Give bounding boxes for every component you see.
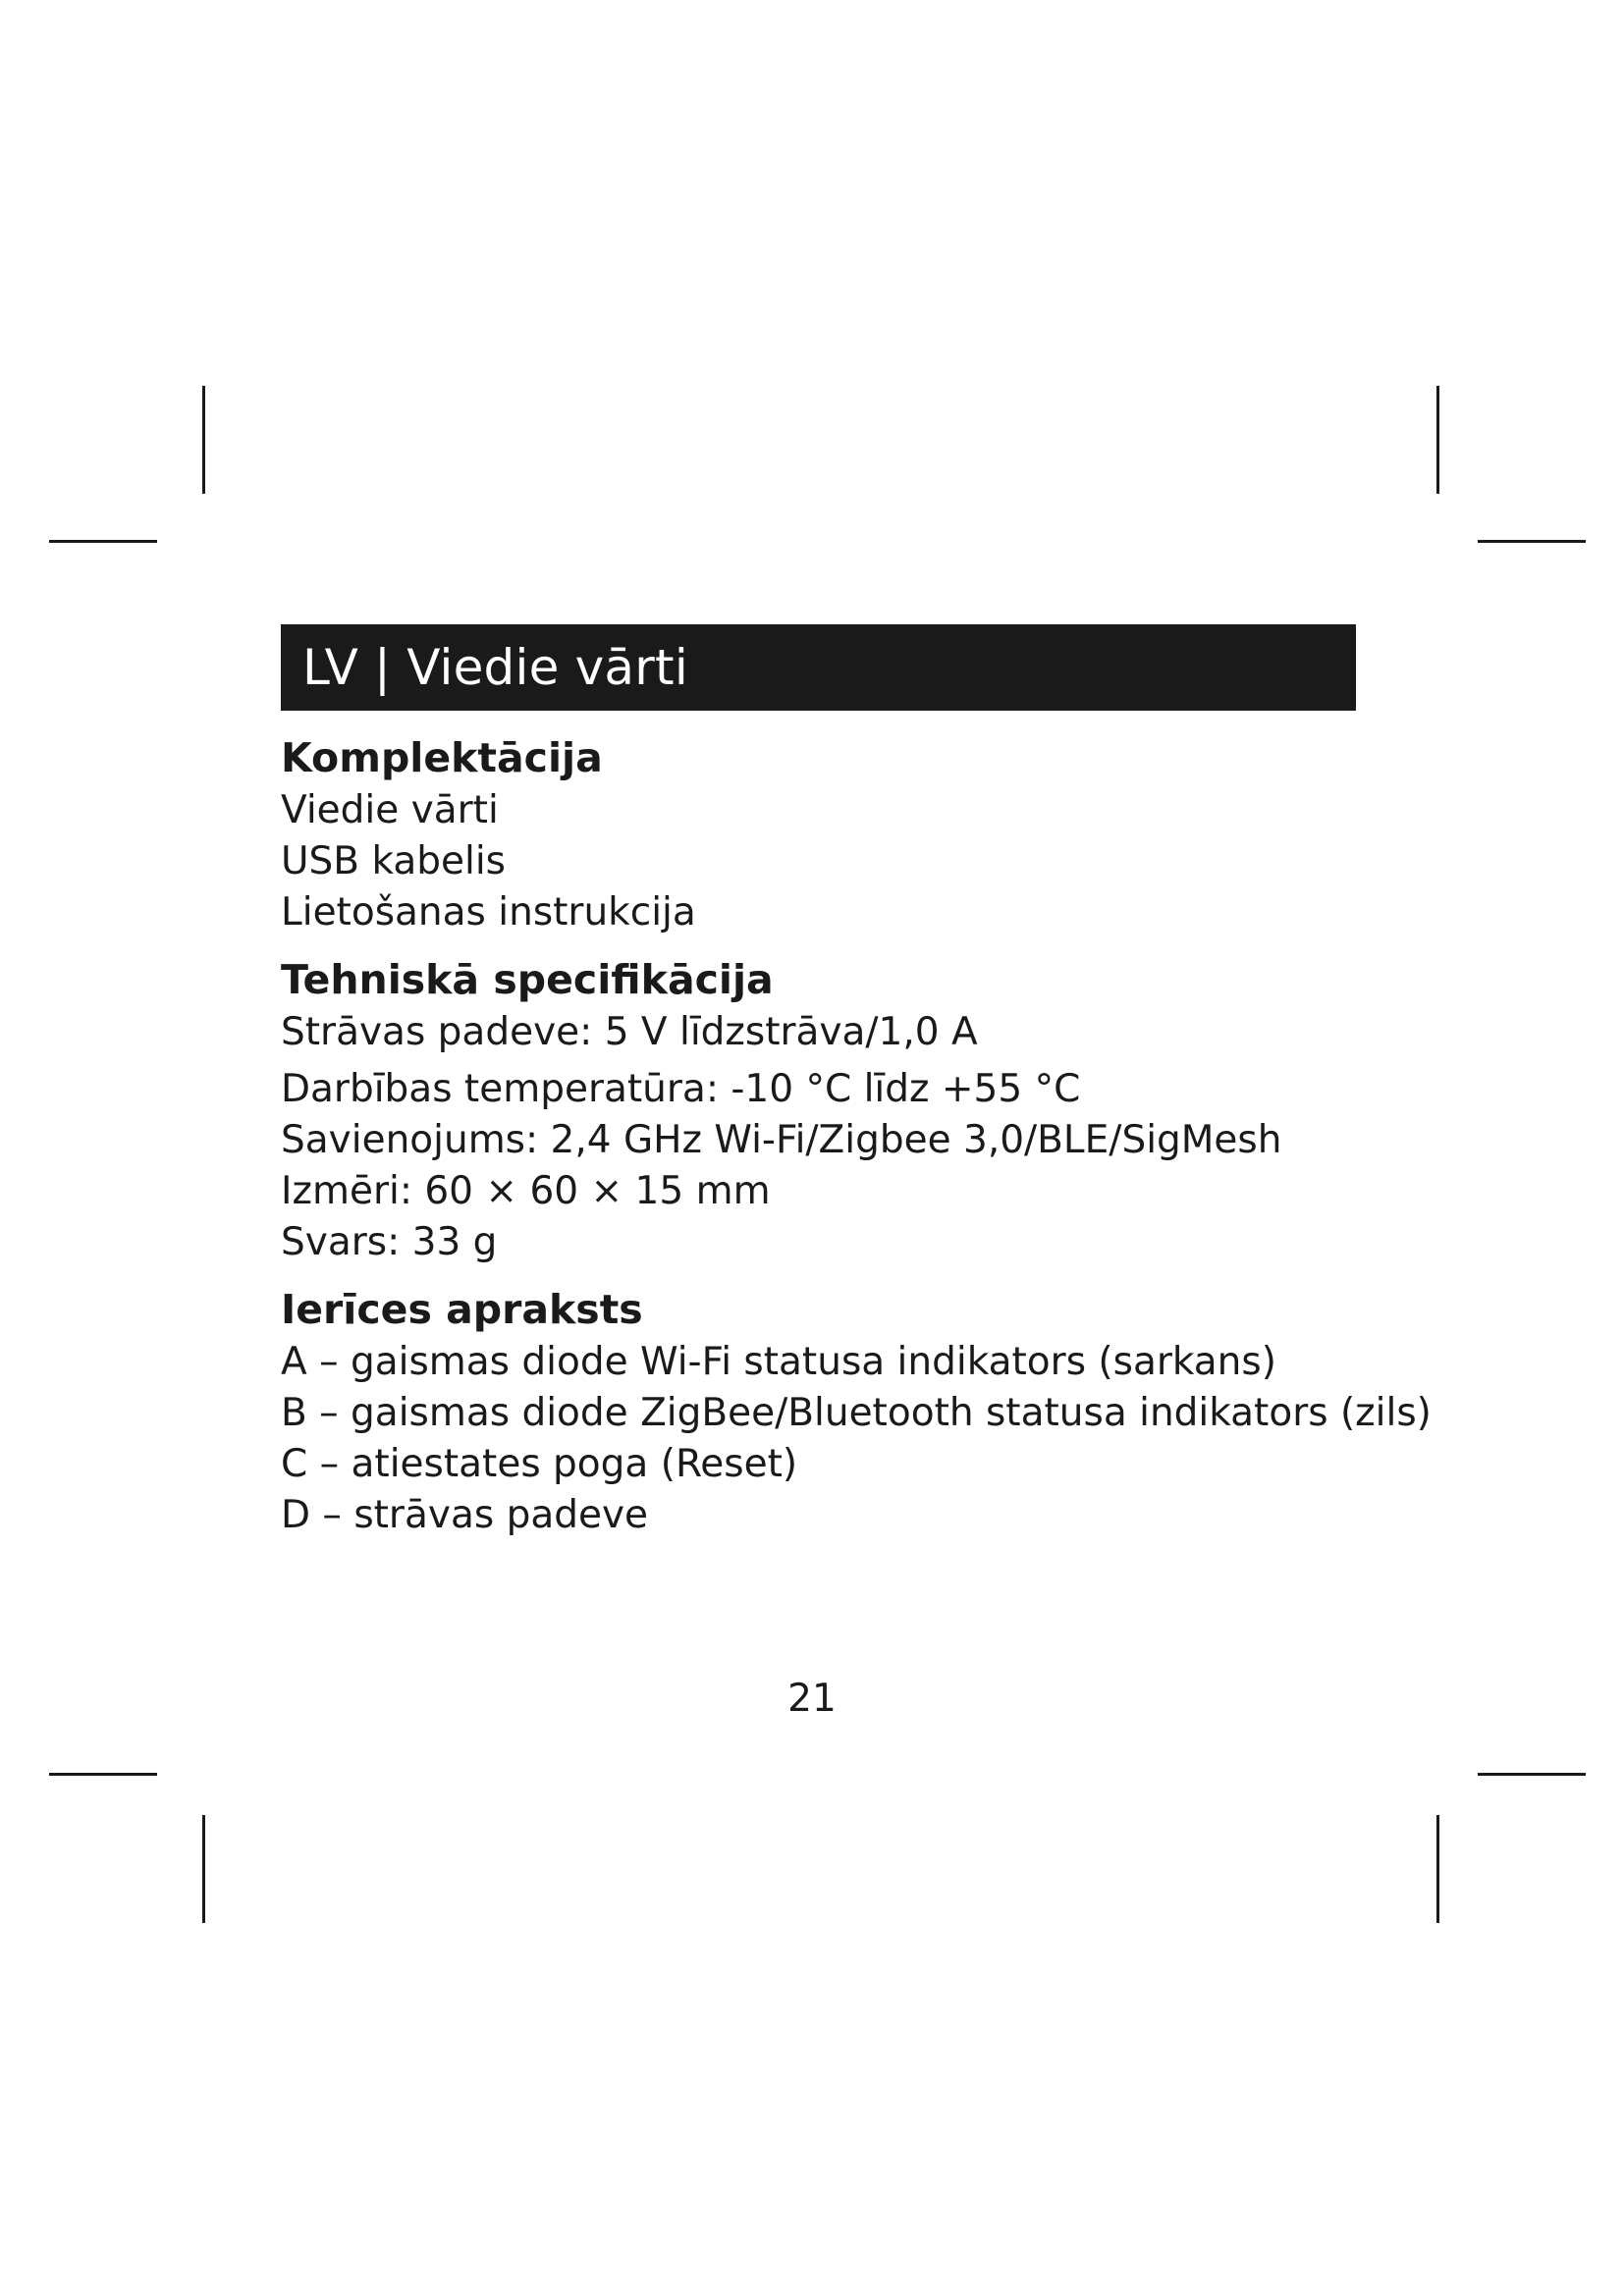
list-item: Strāvas padeve: 5 V līdzstrāva/1,0 A — [281, 1010, 978, 1054]
crop-mark-bottom-left-horizontal — [49, 1773, 157, 1776]
page-content — [281, 624, 1432, 1541]
crop-mark-bottom-right-vertical — [1436, 1815, 1439, 1923]
list-item: Izmēri: 60 × 60 × 15 mm — [281, 1169, 771, 1213]
section-heading: Ierīces apraksts — [281, 1286, 643, 1333]
list-item: Viedie vārti — [281, 788, 499, 832]
crop-mark-bottom-left-vertical — [202, 1815, 205, 1923]
section-device-description — [281, 1282, 1432, 1541]
page-title: LV | Viedie vārti — [302, 639, 688, 696]
list-item: A – gaismas diode Wi-Fi statusa indikators (sarkans) — [281, 1340, 1276, 1384]
list-item: Darbības temperatūra: -10 °C līdz +55 °C — [281, 1067, 1081, 1111]
crop-mark-top-left-vertical — [202, 386, 205, 494]
list-item: Savienojums: 2,4 GHz Wi-Fi/Zigbee 3,0/BLE/SigMesh — [281, 1118, 1282, 1162]
list-item: USB kabelis — [281, 839, 506, 883]
list-item: B – gaismas diode ZigBee/Bluetooth statusa indikators (zils) — [281, 1391, 1432, 1435]
section-package-contents — [281, 730, 1356, 938]
crop-mark-top-right-horizontal — [1478, 540, 1586, 543]
section-technical-specs — [281, 952, 1356, 1268]
title-bar — [281, 624, 1356, 711]
section-heading: Tehniskā specifikācija — [281, 956, 774, 1003]
list-item: C – atiestates poga (Reset) — [281, 1442, 798, 1486]
list-item: Lietošanas instrukcija — [281, 890, 696, 934]
section-heading: Komplektācija — [281, 734, 603, 781]
page-number: 21 — [787, 1677, 837, 1721]
crop-mark-top-right-vertical — [1436, 386, 1439, 494]
crop-mark-top-left-horizontal — [49, 540, 157, 543]
crop-mark-bottom-right-horizontal — [1478, 1773, 1586, 1776]
list-item: Svars: 33 g — [281, 1220, 498, 1264]
list-item: D – strāvas padeve — [281, 1493, 649, 1537]
